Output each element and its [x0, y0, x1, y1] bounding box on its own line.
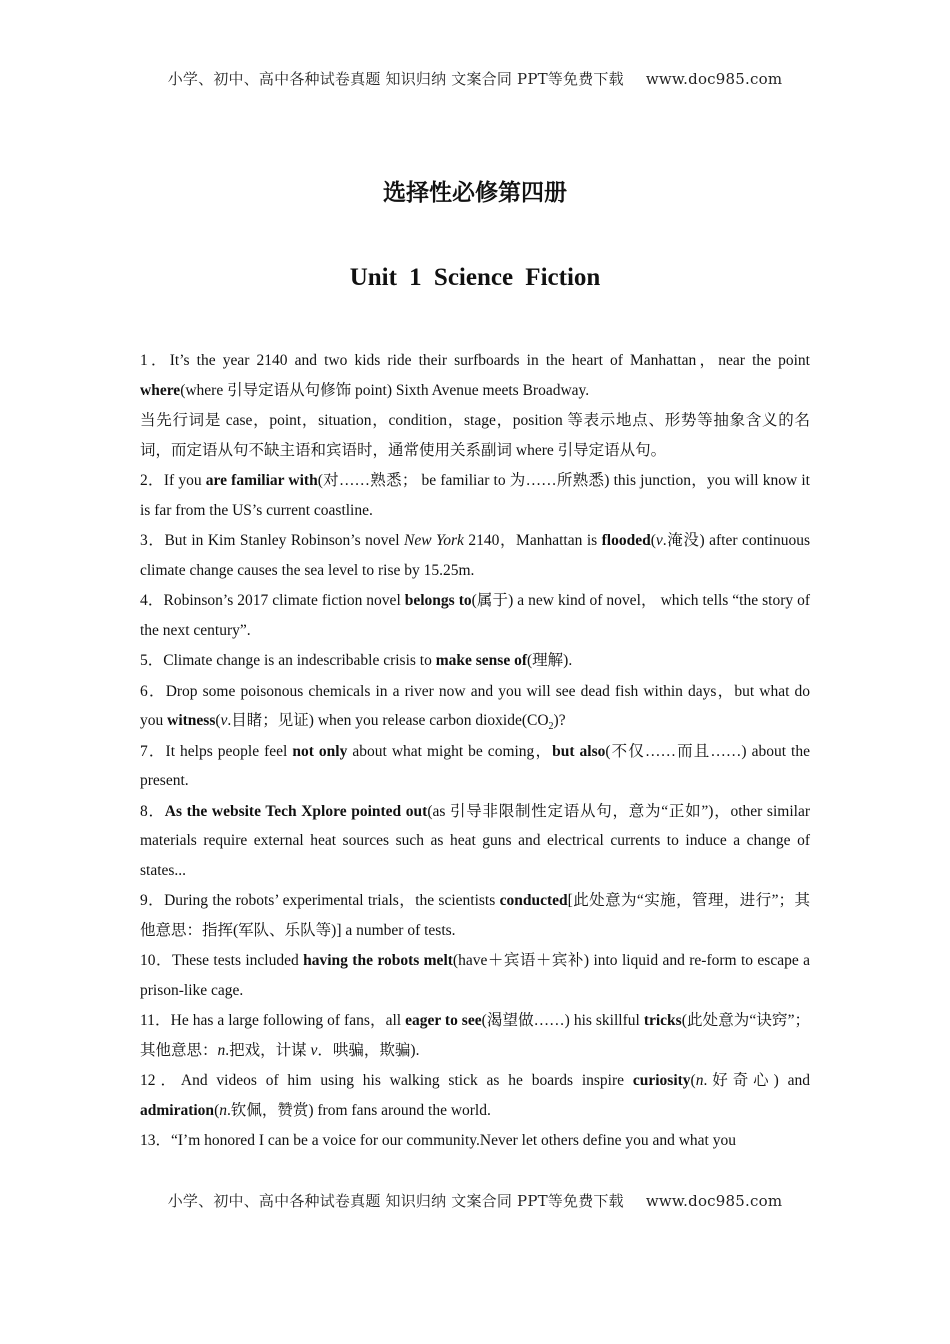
header-text: 小学、初中、高中各种试卷真题 知识归纳 文案合同 PPT等免费下载: [167, 70, 624, 88]
italic-text: v: [655, 532, 663, 549]
sentence-text: (: [214, 1101, 220, 1119]
sentence-text: .好奇心) and: [703, 1072, 810, 1089]
sentence-list: [140, 346, 810, 1157]
sentence-text: (对……熟悉； be familiar to 为……所熟悉) this junction，you will know it is far from the US’s current coastline.: [140, 472, 810, 519]
sentence-text: .钦佩，赞赏) from fans around the world.: [226, 1101, 491, 1119]
item-number: 9．: [140, 892, 165, 909]
italic-text: New York: [404, 532, 464, 549]
sentence-text: But in Kim Stanley Robinson’s novel: [164, 532, 404, 549]
sentence-text: During the robots’ experimental trials，the scientists: [164, 892, 500, 909]
item-number: 1．: [140, 352, 170, 369]
italic-text: n: [695, 1072, 704, 1089]
sentence-item: [140, 1126, 810, 1156]
footer-site[interactable]: www.doc985.com: [645, 1192, 783, 1210]
key-phrase: tricks: [643, 1012, 682, 1029]
unit-title: Unit 1 Science Fiction: [349, 264, 601, 291]
key-phrase: flooded: [601, 532, 651, 549]
sentence-item: [140, 466, 810, 525]
item-number: 3．: [140, 532, 165, 549]
sentence-text: It’s the year 2140 and two kids ride their surfboards in the heart of Manhattan，near the point: [169, 352, 810, 369]
sentence-text: (渴望做……) his skillful: [481, 1012, 644, 1029]
sentence-item: [140, 526, 810, 585]
sentence-item: [140, 346, 810, 405]
sentence-text: )?: [553, 712, 566, 729]
sentence-item: [140, 677, 810, 736]
sentence-item: [140, 886, 810, 945]
item-number: 4．: [140, 592, 164, 609]
sentence-text: These tests included: [172, 952, 304, 969]
sentence-text: Robinson’s 2017 climate fiction novel: [163, 592, 405, 609]
italic-text: v: [310, 1041, 318, 1059]
page-footer: [0, 1190, 950, 1211]
sentence-text: If you: [163, 472, 206, 489]
item-number: 11．: [140, 1012, 171, 1029]
key-phrase: not only: [292, 742, 348, 760]
grammar-note: 当先行词是 case，point，situation，condition，stage，position 等表示地点、形势等抽象含义的名词，而定语从句不缺主语和宾语时，通常使用关系副词 where 引导定语从句。: [140, 412, 810, 459]
footer-text: 小学、初中、高中各种试卷真题 知识归纳 文案合同 PPT等免费下载: [167, 1192, 624, 1210]
sentence-text: (where 引导定语从句修饰 point) Sixth Avenue meets Broadway.: [180, 381, 590, 399]
subscript: 2: [548, 721, 554, 733]
sentence-item: [140, 737, 810, 796]
sentence-text: Climate change is an indescribable crisis to: [163, 652, 436, 669]
item-number: 13．: [140, 1132, 172, 1149]
key-phrase: admiration: [140, 1101, 215, 1119]
sentence-item: [140, 586, 810, 645]
header-site[interactable]: www.doc985.com: [645, 70, 783, 88]
italic-text: n: [219, 1101, 227, 1119]
sentence-text: (have＋宾语＋宾补) into liquid and re-form to escape a prison-like cage.: [140, 952, 810, 999]
document-title: 选择性必修第四册: [383, 179, 567, 206]
sentence-text: (: [215, 712, 221, 729]
key-phrase: are familiar with: [205, 472, 318, 489]
page-header: [0, 68, 950, 89]
sentence-text: Drop some poisonous chemicals in a river now and you will see dead fish within days，but what do you: [140, 682, 810, 729]
item-number: 5．: [140, 652, 164, 669]
key-phrase: having the robots melt: [303, 952, 453, 969]
key-phrase: but also: [552, 742, 606, 760]
key-phrase: As the website Tech Xplore pointed out: [164, 802, 428, 820]
sentence-text: (: [650, 532, 656, 549]
sentence-text: .淹没) after continuous climate change causes the sea level to rise by 15.25m.: [140, 532, 810, 579]
sentence-text: “I’m honored I can be a voice for our community.Never let others define you and what you: [171, 1132, 736, 1149]
item-number: 8．: [140, 802, 165, 820]
key-phrase: where: [140, 381, 181, 399]
sentence-text: It helps people feel: [165, 742, 293, 760]
sentence-text: (属于) a new kind of novel， which tells “the story of the next century”.: [140, 592, 811, 639]
italic-text: n: [217, 1041, 226, 1059]
key-phrase: conducted: [499, 892, 568, 909]
sentence-text: about what might be coming，: [347, 742, 553, 760]
key-phrase: belongs to: [404, 592, 472, 609]
sentence-text: .把戏，计谋: [225, 1041, 311, 1059]
sentence-text: 2140，Manhattan is: [463, 532, 602, 549]
sentence-text: [此处意为“实施，管理，进行”；其他意思：指挥(军队、乐队等)] a number of tests.: [140, 892, 810, 939]
sentence-text: (此处意为“诀窍”；其他意思：: [140, 1012, 810, 1059]
item-number: 12．: [140, 1072, 181, 1089]
sentence-item: [140, 646, 810, 676]
item-number: 6．: [140, 682, 166, 700]
sentence-text: ．哄骗，欺骗).: [317, 1041, 420, 1059]
sentence-text: (不仅……而且……) about the present.: [140, 742, 810, 789]
key-phrase: witness: [167, 712, 216, 729]
sentence-item: [140, 797, 810, 886]
italic-text: v: [220, 712, 228, 729]
sentence-item: [140, 1006, 810, 1065]
item-number: 7．: [140, 742, 166, 760]
sentence-text: And videos of him using his walking stick as he boards inspire: [180, 1072, 633, 1089]
key-phrase: make sense of: [435, 652, 528, 669]
sentence-text: (: [690, 1072, 696, 1089]
sentence-text: (理解).: [527, 652, 573, 669]
sentence-text: .目睹；见证) when you release carbon dioxide(CO: [227, 712, 549, 729]
item-number: 2．: [140, 472, 164, 489]
key-phrase: curiosity: [632, 1072, 691, 1089]
sentence-item: [140, 946, 810, 1005]
sentence-text: (as 引导非限制性定语从句，意为“正如”)，other similar materials require external heat sources such as heat guns and electrical currents to induce a change of states...: [140, 802, 810, 879]
sentence-item: [140, 1066, 810, 1125]
sentence-text: He has a large following of fans，all: [170, 1012, 406, 1029]
item-number: 10．: [140, 952, 173, 969]
key-phrase: eager to see: [405, 1012, 482, 1029]
